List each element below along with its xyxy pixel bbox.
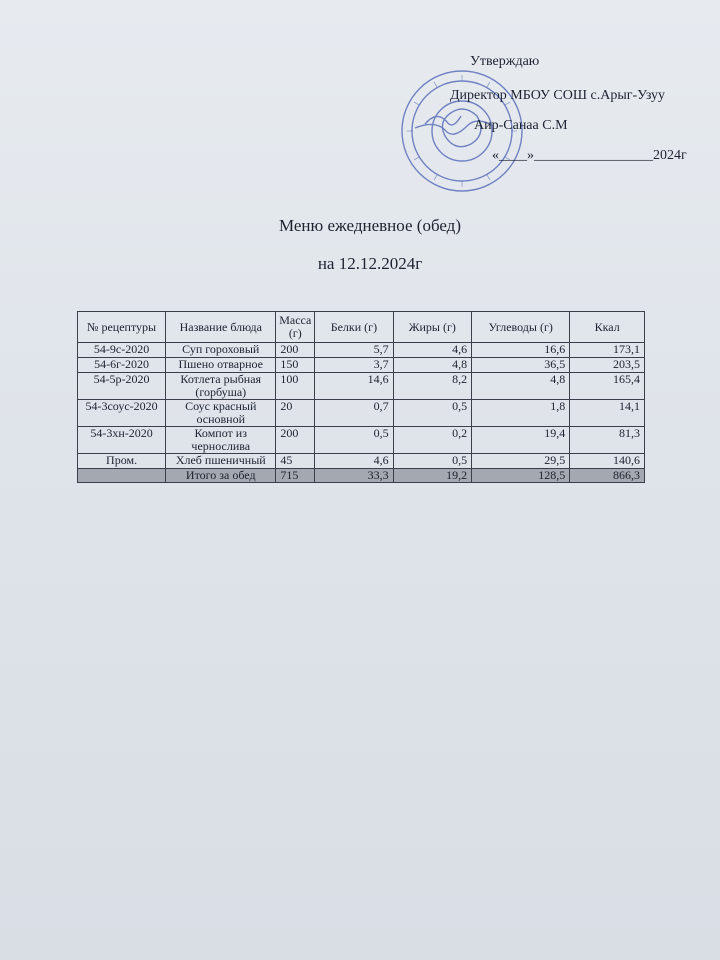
total-kcal: 866,3: [570, 469, 645, 483]
cell-kcal: 140,6: [570, 454, 645, 469]
cell-fat: 4,8: [393, 358, 471, 373]
table-row: [78, 400, 645, 427]
cell-protein: 14,6: [315, 373, 393, 400]
header-recipe: № рецептуры: [78, 312, 166, 343]
table-row: [78, 427, 645, 454]
cell-fat: 4,6: [393, 343, 471, 358]
cell-kcal: 81,3: [570, 427, 645, 454]
cell-protein: 0,7: [315, 400, 393, 427]
cell-dish: Котлета рыбная (горбуша): [166, 373, 276, 400]
total-label: Итого за обед: [166, 469, 276, 483]
header-mass: Масса (г): [276, 312, 315, 343]
cell-kcal: 203,5: [570, 358, 645, 373]
page-subtitle: на 12.12.2024г: [317, 254, 423, 273]
cell-protein: 3,7: [315, 358, 393, 373]
table-total-row: [78, 469, 645, 483]
total-cell-recipe: [78, 469, 166, 483]
approve-label: Утверждаю: [470, 54, 540, 69]
total-protein: 33,3: [315, 469, 393, 483]
cell-kcal: 14,1: [570, 400, 645, 427]
total-carbs: 128,5: [472, 469, 570, 483]
table-header-row: [78, 312, 645, 343]
cell-fat: 0,2: [393, 427, 471, 454]
cell-carbs: 19,4: [472, 427, 570, 454]
cell-dish: Пшено отварное: [166, 358, 276, 373]
cell-dish: Компот из чернослива: [166, 427, 276, 454]
cell-mass: 100: [276, 373, 315, 400]
cell-mass: 200: [276, 343, 315, 358]
table-row: [78, 454, 645, 469]
header-kcal: Ккал: [570, 312, 645, 343]
header-protein: Белки (г): [315, 312, 393, 343]
header-fat: Жиры (г): [393, 312, 471, 343]
cell-kcal: 173,1: [570, 343, 645, 358]
page-title: Меню ежедневное (обед): [278, 216, 461, 235]
table-row: [78, 373, 645, 400]
cell-protein: 5,7: [315, 343, 393, 358]
cell-carbs: 1,8: [472, 400, 570, 427]
cell-recipe: 54-9с-2020: [78, 343, 166, 358]
cell-fat: 0,5: [393, 400, 471, 427]
cell-carbs: 4,8: [472, 373, 570, 400]
approver-name: Аир-Санаа С.М: [474, 118, 568, 133]
total-fat: 19,2: [393, 469, 471, 483]
total-mass: 715: [276, 469, 315, 483]
cell-recipe: 54-3соус-2020: [78, 400, 166, 427]
header-carbs: Углеводы (г): [472, 312, 570, 343]
cell-dish: Хлеб пшеничный: [166, 454, 276, 469]
cell-recipe: Пром.: [78, 454, 166, 469]
cell-carbs: 29,5: [472, 454, 570, 469]
cell-dish: Суп гороховый: [166, 343, 276, 358]
cell-recipe: 54-3хн-2020: [78, 427, 166, 454]
table-row: [78, 343, 645, 358]
cell-protein: 4,6: [315, 454, 393, 469]
menu-table: [77, 311, 645, 483]
cell-fat: 8,2: [393, 373, 471, 400]
cell-carbs: 16,6: [472, 343, 570, 358]
approver-position: Директор МБОУ СОШ с.Арыг-Узуу: [450, 88, 666, 103]
cell-kcal: 165,4: [570, 373, 645, 400]
cell-mass: 200: [276, 427, 315, 454]
cell-dish: Соус красный основной: [166, 400, 276, 427]
header-dish: Название блюда: [166, 312, 276, 343]
cell-fat: 0,5: [393, 454, 471, 469]
cell-protein: 0,5: [315, 427, 393, 454]
table-row: [78, 358, 645, 373]
cell-recipe: 54-5р-2020: [78, 373, 166, 400]
cell-mass: 45: [276, 454, 315, 469]
cell-carbs: 36,5: [472, 358, 570, 373]
approval-date-line: «____»_________________2024г: [492, 148, 687, 163]
cell-mass: 150: [276, 358, 315, 373]
cell-recipe: 54-6г-2020: [78, 358, 166, 373]
cell-mass: 20: [276, 400, 315, 427]
